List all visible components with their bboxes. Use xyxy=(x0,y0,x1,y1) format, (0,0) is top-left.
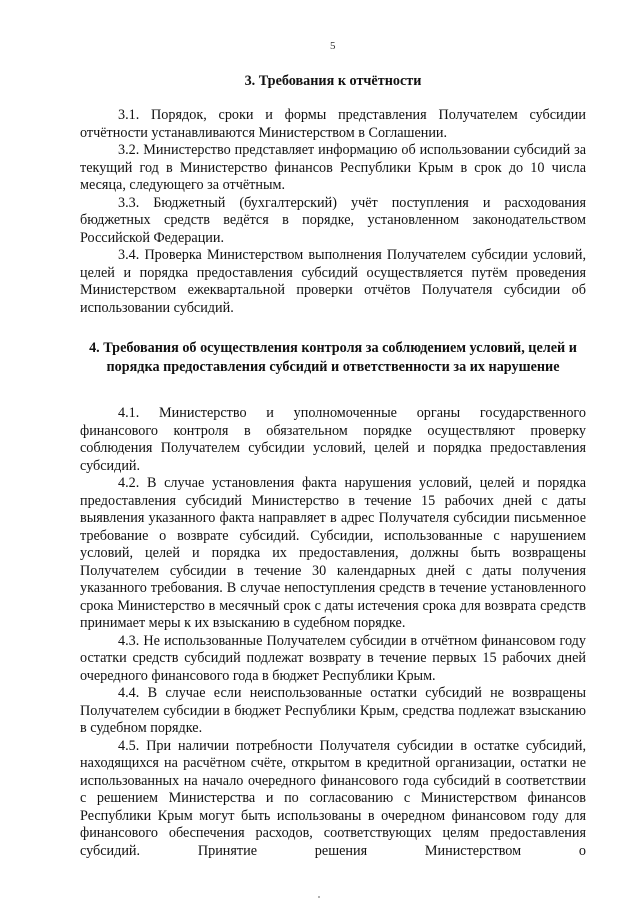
paragraph-3-4: 3.4. Проверка Министерством выполнения Получателем субсидии условий, целей и порядка предоставления субсидий осуществляется путём проведения Министерством ежеквартальной проверки отчётов Получателя субсидии об использовании субсидий. xyxy=(80,247,586,316)
scan-mark xyxy=(318,896,320,898)
section-4-body xyxy=(80,405,586,860)
paragraph-4-5: 4.5. При наличии потребности Получателя субсидии в остатке субсидий, находящихся на расчётном счёте, открытом в кредитной организации, остатки не использованных на начало очередного финансового года субсидий в соответствии с решением Министерства и по согласованию с Министерством финансов Республики Крым могут быть использованы в очередном финансовом году для финансового обеспечения расходов, соответствующих целям предоставления субсидий. Принятие решения Министерством о xyxy=(80,737,586,859)
section-3-heading: 3. Требования к отчётности xyxy=(244,73,422,89)
section-3-body xyxy=(80,107,586,317)
paragraph-4-2: 4.2. В случае установления факта нарушения условий, целей и порядка предоставления субсидий Министерство в течение 15 рабочих дней с даты выявления указанного факта направляет в адрес Получателя субсидии письменное требование о возврате субсидий. Субсидии, использованные с нарушением условий, целей и порядка их предоставления, должны быть возвращены Получателем субсидии в течение 30 календарных дней с даты получения указанного требования. В случае непоступления средств в течение установленного срока Министерство в месячный срок с даты истечения срока для возврата средств принимает меры к их взысканию в судебном порядке. xyxy=(80,475,586,631)
section-4-heading: 4. Требования об осуществления контроля за соблюдением условий, целей и порядка предоставления субсидий и ответственности за их нарушение xyxy=(89,340,577,375)
paragraph-3-1: 3.1. Порядок, сроки и формы представления Получателем субсидии отчётности устанавливаются Министерством в Соглашении. xyxy=(80,107,586,141)
paragraph-4-4: 4.4. В случае если неиспользованные остатки субсидий не возвращены Получателем субсидии в бюджет Республики Крым, средства подлежат взысканию в судебном порядке. xyxy=(80,685,586,736)
paragraph-3-3: 3.3. Бюджетный (бухгалтерский) учёт поступления и расходования бюджетных средств ведётся в порядке, установленном законодательством Российской Федерации. xyxy=(80,194,586,246)
paragraph-4-1: 4.1. Министерство и уполномоченные органы государственного финансового контроля в обязательном порядке осуществляют проверку соблюдения Получателем субсидии условий, целей и порядка предоставления субсидий. xyxy=(80,405,586,474)
paragraph-4-3: 4.3. Не использованные Получателем субсидии в отчётном финансовом году остатки средств субсидий подлежат возврату в течение первых 15 рабочих дней очередного финансового года в бюджет Республики Крым. xyxy=(80,632,586,684)
paragraph-3-2: 3.2. Министерство представляет информацию об использовании субсидий за текущий год в Министерство финансов Республики Крым в срок до 10 числа месяца, следующего за отчётным. xyxy=(80,142,586,193)
page-number: 5 xyxy=(330,40,336,52)
